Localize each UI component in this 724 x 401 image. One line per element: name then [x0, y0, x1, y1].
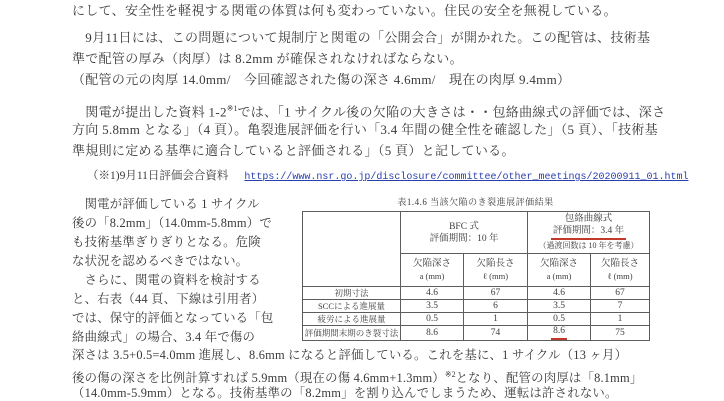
- table-cell: 3.5: [528, 300, 591, 313]
- table-cell: 6: [464, 300, 528, 313]
- footnote-marker: ※2: [444, 370, 456, 379]
- text-segment: では、「1 サイクル後の欠陥の大きさは・・包絡曲線式の評価では、深さ: [237, 104, 666, 120]
- text-line: では、保守的評価となっている「包: [72, 311, 274, 325]
- subheader-cell: [464, 254, 528, 287]
- text-line: [72, 101, 665, 119]
- text-line: （配管の元の肉厚 14.0mm/ 今回確認された傷の深さ 4.6mm/ 現在の肉厚 9.4mm）: [72, 72, 571, 87]
- table-cell: 67: [464, 287, 528, 300]
- table-cell: [528, 326, 591, 341]
- row-label: 疲労による進展量: [303, 313, 401, 326]
- envelope-header-cell: [528, 212, 650, 254]
- row-label: SCCによる進展量: [303, 300, 401, 313]
- text-line: な状況を認めるべきではない。: [72, 254, 249, 268]
- column-unit: ℓ (mm): [482, 271, 509, 281]
- table-cell: 1: [591, 313, 650, 326]
- text-segment: 後の傷の深さを比例計算すれば 5.9mm（現在の傷 4.6mm+1.3mm）: [72, 371, 445, 386]
- table-cell: 4.6: [401, 287, 464, 300]
- text-line: も技術基準ぎりぎりとなる。危険: [72, 235, 261, 249]
- text-line: 準で配管の厚み（肉厚）は 8.2mm が確保されなければならない。: [72, 51, 463, 66]
- text-line: 準規則に定める基準に適合していると評価される」（5 頁）と記している。: [72, 143, 515, 158]
- row-label: 初期寸法: [303, 287, 401, 300]
- table-cell: 7: [591, 300, 650, 313]
- text-line: と、右表（44 頁、下線は引用者）: [72, 292, 265, 306]
- table-row: [303, 300, 650, 313]
- row-label: 評価期間末期のき裂寸法: [303, 326, 401, 341]
- text-line: 絡曲線式」の場合、3.4 年で傷の: [72, 330, 256, 344]
- footnote-label: （※1)9月11日評価会合資料: [87, 170, 229, 182]
- text-segment: 関電が提出した資料 1-2: [72, 104, 227, 120]
- bfc-method-label: BFC 式: [449, 221, 479, 232]
- subheader-cell: [591, 254, 650, 287]
- text-line: さらに、関電の資料を検討する: [72, 273, 261, 287]
- table-title: 表1.4.6 当該欠陥のき裂進展評価結果: [397, 197, 554, 207]
- text-line: 後の「8.2mm」（14.0mm-5.8mm）で: [72, 216, 272, 230]
- table-cell: 8.6: [401, 326, 464, 341]
- table-row: [303, 326, 650, 341]
- crack-growth-evaluation-table: [302, 211, 650, 341]
- column-label: 欠陥長さ: [476, 259, 515, 269]
- column-unit: ℓ (mm): [607, 271, 633, 281]
- table-block: [302, 195, 649, 341]
- table-cell: 4.6: [528, 287, 591, 300]
- text-line: [72, 367, 642, 386]
- text-line: 方向 5.8mm となる」（4 頁）。亀裂進展評価を行い「3.4 年間の健全性を確認した」（5 頁）、「技術基: [72, 122, 658, 137]
- footnote-link[interactable]: https://www.nsr.go.jp/disclosure/committee/other_meetings/20200911_01.html: [244, 172, 689, 183]
- subheader-cell: [528, 254, 591, 287]
- table-cell: 1: [464, 313, 528, 326]
- table-cell: 0.5: [401, 313, 464, 326]
- table-cell: 3.5: [401, 300, 464, 313]
- table-cell: 75: [591, 326, 650, 341]
- footnote: [87, 167, 688, 183]
- column-unit: a (mm): [546, 271, 572, 281]
- column-label: 欠陥深さ: [540, 259, 579, 269]
- bfc-period-label: 評価期間：10 年: [429, 233, 499, 244]
- table-row: [303, 287, 650, 300]
- column-unit: a (mm): [419, 271, 445, 281]
- table-cell: 0.5: [528, 313, 591, 326]
- column-label: 欠陥長さ: [601, 259, 640, 269]
- highlighted-value: 8.6: [551, 326, 567, 340]
- text-segment: となり、配管の肉厚は「8.1mm」: [455, 371, 643, 386]
- envelope-method-label: 包絡曲線式: [564, 214, 613, 224]
- text-line: 深さは 3.5+0.5=4.0mm 進展し、8.6mm になると評価している。これを基に、1 サイクル（13 ヶ月）: [72, 348, 628, 362]
- table-cell: 67: [591, 287, 650, 300]
- table-cell: 74: [464, 326, 528, 341]
- text-line: にして、安全性を軽視する関電の体質は何も変わっていない。住民の安全を無視している。: [72, 3, 617, 18]
- subheader-cell: [401, 254, 464, 287]
- text-line: （14.0mm-5.9mm）となる。技術基準の「8.2mm」を割り込んでしまうため、運転は許されない。: [72, 386, 618, 400]
- footnote-marker: ※1: [226, 104, 238, 113]
- table-corner-cell: [303, 212, 401, 287]
- envelope-period-label: 評価期間：3.4 年: [551, 225, 626, 240]
- text-line: 関電が評価している 1 サイクル: [72, 197, 260, 211]
- table-row: [303, 313, 650, 326]
- bfc-header-cell: [401, 212, 528, 254]
- envelope-note-label: （過渡回数は 10 年を考慮）: [538, 241, 639, 250]
- text-line: 9月11日には、この問題について規制庁と関電の「公開会合」が開かれた。この配管は、技術基: [72, 30, 651, 45]
- column-label: 欠陥深さ: [412, 259, 451, 269]
